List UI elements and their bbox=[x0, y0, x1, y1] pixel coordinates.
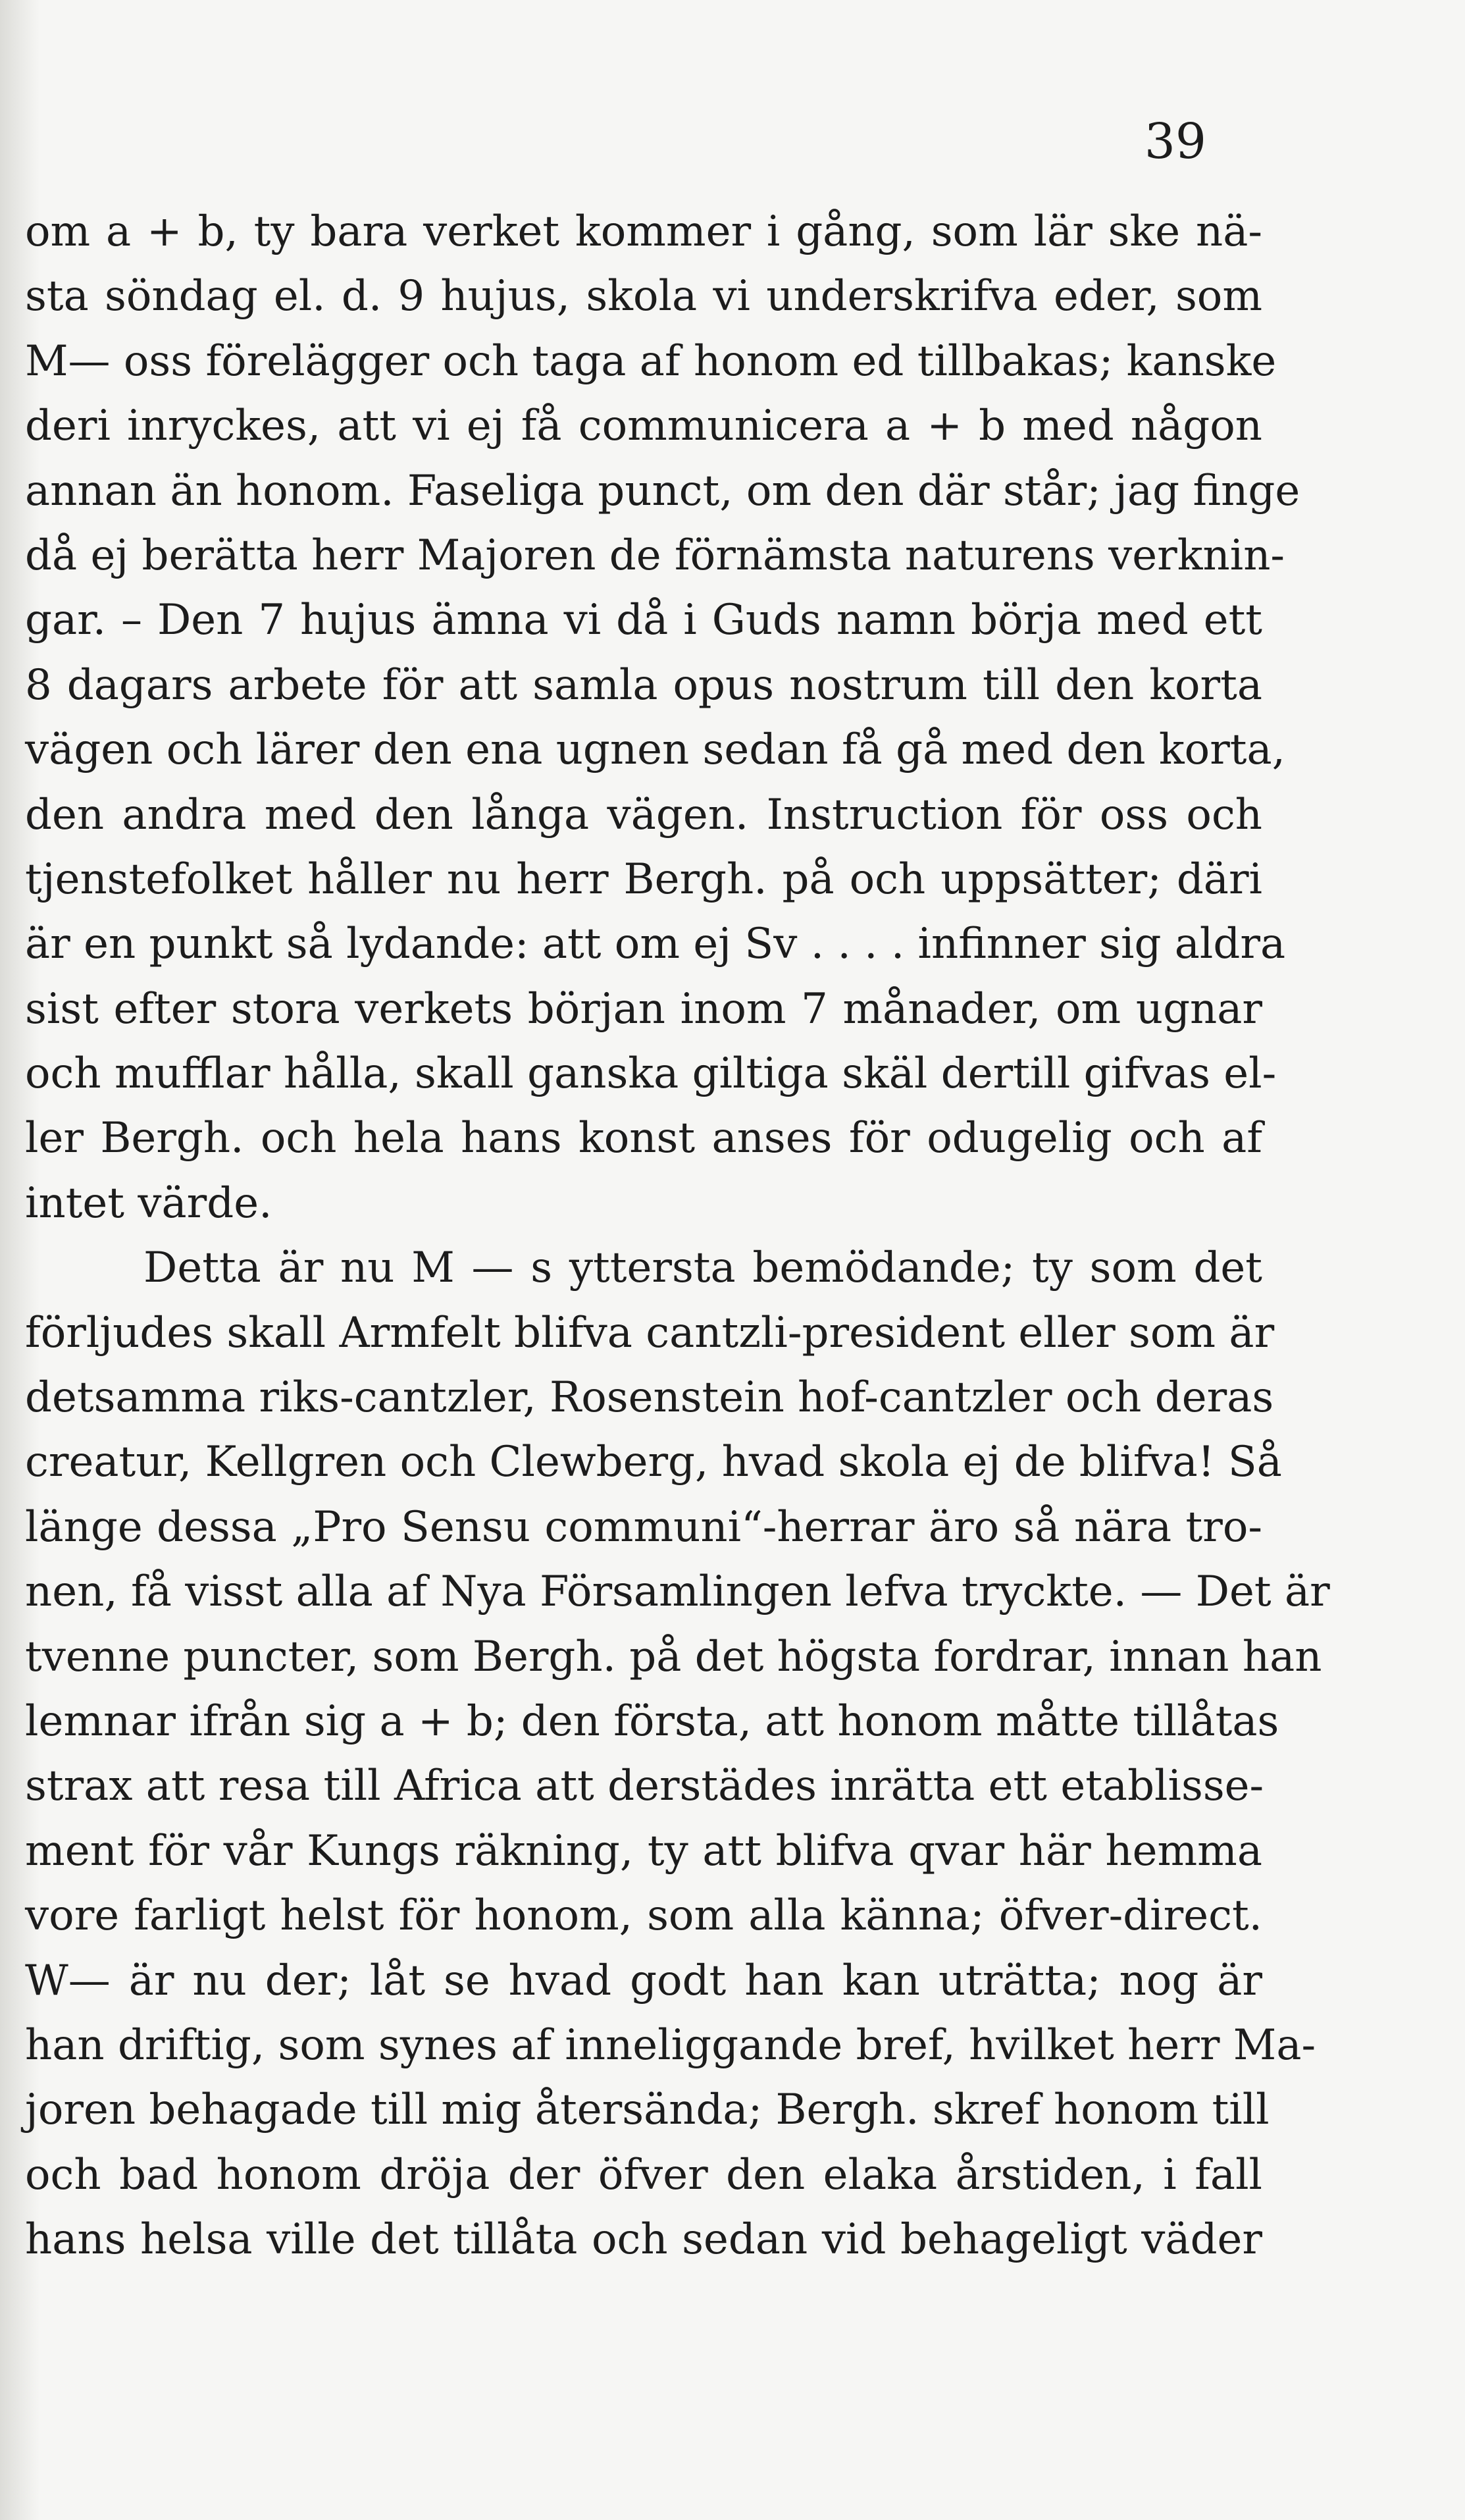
text-line-27: vore farligt helst för honom, som alla känna; öfver-direct. bbox=[25, 1891, 1262, 1941]
text-line-4: deri inryckes, att vi ej få communicera a + b med någon bbox=[25, 402, 1262, 451]
text-line-28: W— är nu der; låt se hvad godt han kan uträtta; nog är bbox=[25, 1956, 1262, 2005]
text-line-15: ler Bergh. och hela hans konst anses för odugelig och af bbox=[25, 1114, 1262, 1163]
text-line-6: då ej berätta herr Majoren de förnämsta naturens verknin- bbox=[25, 531, 1285, 580]
text-line-26: ment för vår Kungs räkning, ty att blifva qvar här hemma bbox=[25, 1826, 1262, 1876]
text-line-2: sta söndag el. d. 9 hujus, skola vi underskrifva eder, som bbox=[25, 272, 1262, 321]
text-line-12: är en punkt så lydande: att om ej Sv . . . . infinner sig aldra bbox=[25, 920, 1286, 969]
text-line-24: lemnar ifrån sig a + b; den första, att honom måtte tillåtas bbox=[25, 1696, 1279, 1746]
text-line-22: nen, få visst alla af Nya Församlingen lefva tryckte. — Det är bbox=[25, 1567, 1330, 1617]
text-line-5: annan än honom. Faseliga punct, om den där står; jag finge bbox=[25, 466, 1300, 515]
text-line-11: tjenstefolket håller nu herr Bergh. på och uppsätter; däri bbox=[25, 854, 1262, 904]
text-line-30: joren behagade till mig återsända; Bergh. skref honom till bbox=[25, 2086, 1270, 2135]
page-number: 39 bbox=[1144, 113, 1206, 170]
text-line-21: länge dessa „Pro Sensu communi“-herrar äro så nära tro- bbox=[25, 1502, 1262, 1552]
text-line-18: förljudes skall Armfelt blifva cantzli-president eller som är bbox=[25, 1308, 1275, 1357]
text-line-25: strax att resa till Africa att derstädes inrätta ett etablisse- bbox=[25, 1762, 1264, 1811]
text-line-8: 8 dagars arbete för att samla opus nostrum till den korta bbox=[25, 660, 1262, 710]
text-line-14: och mufflar hålla, skall ganska giltiga skäl dertill gifvas el- bbox=[25, 1049, 1277, 1099]
text-line-19: detsamma riks-cantzler, Rosenstein hof-cantzler och deras bbox=[25, 1373, 1274, 1423]
text-line-17: Detta är nu M — s yttersta bemödande; ty som det bbox=[143, 1244, 1262, 1293]
text-line-23: tvenne puncter, som Bergh. på det högsta fordrar, innan han bbox=[25, 1632, 1322, 1681]
text-line-32: hans helsa ville det tillåta och sedan vid behageligt väder bbox=[25, 2215, 1262, 2265]
text-line-16: intet värde. bbox=[25, 1178, 272, 1228]
body-text bbox=[25, 199, 1330, 2272]
text-line-29: han driftig, som synes af inneliggande bref, hvilket herr Ma- bbox=[25, 2020, 1316, 2070]
text-line-1: om a + b, ty bara verket kommer i gång, som lär ske nä- bbox=[25, 207, 1262, 256]
text-line-3: M— oss förelägger och taga af honom ed tillbakas; kanske bbox=[25, 336, 1277, 386]
text-line-10: den andra med den långa vägen. Instruction för oss och bbox=[25, 790, 1262, 839]
text-line-31: och bad honom dröja der öfver den elaka årstiden, i fall bbox=[25, 2150, 1262, 2199]
text-line-7: gar. – Den 7 hujus ämna vi då i Guds namn börja med ett bbox=[25, 596, 1262, 645]
text-line-13: sist efter stora verkets början inom 7 månader, om ugnar bbox=[25, 984, 1262, 1034]
text-line-9: vägen och lärer den ena ugnen sedan få gå med den korta, bbox=[25, 725, 1285, 775]
text-line-20: creatur, Kellgren och Clewberg, hvad skola ej de blifva! Så bbox=[25, 1438, 1282, 1487]
